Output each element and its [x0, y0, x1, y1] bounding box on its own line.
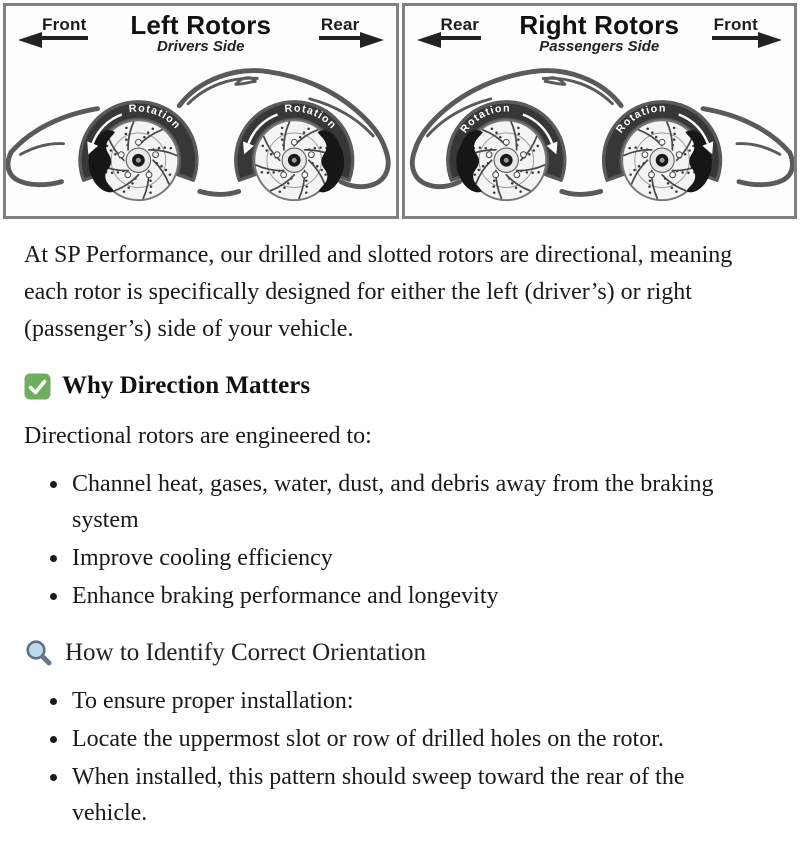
list-item: • Channel heat, gases, water, dust, and debris away from the braking system	[70, 466, 752, 538]
front-direction-label	[712, 15, 782, 40]
list-item: • To ensure proper installation:	[70, 683, 752, 719]
direction-text: Front	[712, 15, 760, 40]
section-heading-identify-orientation	[24, 638, 770, 668]
left-rotors-panel	[3, 3, 399, 219]
rotation-label: Rotation	[283, 102, 339, 132]
magnifying-glass-icon	[24, 638, 54, 668]
left-car-illustration	[6, 58, 396, 216]
check-mark-icon	[24, 373, 51, 400]
section-heading-why-direction-matters	[24, 372, 770, 400]
article-body	[0, 219, 800, 857]
rear-direction-label	[417, 15, 482, 40]
list-item: • Locate the uppermost slot or row of drilled holes on the rotor.	[70, 721, 752, 757]
orientation-list	[24, 683, 770, 831]
arrow-left-icon	[417, 32, 441, 48]
panel-subtitle: Drivers Side	[156, 38, 245, 56]
rear-direction-label	[319, 15, 384, 40]
panel-title: Left Rotors	[130, 10, 272, 40]
front-direction-label	[18, 15, 88, 40]
arrow-left-icon	[18, 32, 42, 48]
intro-paragraph: At SP Performance, our drilled and slotted rotors are directional, meaning each rotor is specifically designed for either the left (driver’s) or right (passenger’s) side of your vehicle.	[24, 241, 733, 343]
rotation-label: Rotation	[457, 102, 511, 136]
lead-text: Directional rotors are engineered to:	[24, 423, 372, 450]
direction-text: Rear	[319, 15, 362, 40]
arrow-right-icon	[360, 32, 384, 48]
heading-text: How to Identify Correct Orientation	[65, 639, 427, 667]
direction-text: Front	[40, 15, 88, 40]
right-panel-header	[405, 6, 795, 58]
direction-text: Rear	[439, 15, 482, 40]
rotation-label: Rotation	[613, 102, 667, 136]
arrow-right-icon	[758, 32, 782, 48]
rotation-label: Rotation	[128, 102, 184, 132]
heading-text: Why Direction Matters	[62, 372, 311, 400]
rotor-direction-diagram	[0, 0, 800, 219]
panel-subtitle: Passengers Side	[539, 38, 660, 56]
list-item: • Improve cooling efficiency	[70, 540, 752, 576]
benefits-list	[24, 466, 770, 614]
list-item: • Enhance braking performance and longevity	[70, 578, 752, 614]
left-panel-header	[6, 6, 396, 58]
list-item: • When installed, this pattern should sweep toward the rear of the vehicle.	[70, 759, 752, 831]
right-car-illustration	[405, 58, 795, 216]
panel-title: Right Rotors	[519, 10, 680, 40]
right-rotors-panel	[402, 3, 798, 219]
